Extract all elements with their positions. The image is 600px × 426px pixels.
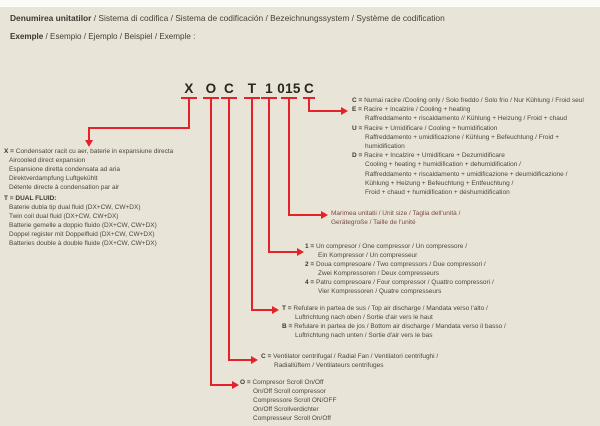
legend-key: C = [352, 97, 363, 104]
legend-key: 4 = [305, 279, 315, 286]
legend-dual-fluid [4, 194, 157, 248]
legend-unit-size [331, 209, 460, 227]
legend-text: Détente directe à condensation par air [9, 184, 120, 191]
legend-key: C = [261, 353, 272, 360]
legend-text: Doua compresoare / Two compressors / Due compressori / [316, 261, 486, 268]
code-char-2: O [205, 81, 217, 96]
page-title-rest: / Sistema di codifica / Sistema de codificación / Bezeichnungssystem / Système de codification [91, 13, 445, 23]
connector-segment [308, 110, 341, 112]
legend-air-discharge [282, 304, 506, 340]
right-arrow-icon [297, 248, 304, 256]
legend-entry [305, 242, 494, 251]
legend-key: X = [4, 148, 14, 155]
example-label-rest: / Esempio / Ejemplo / Beispiel / Exemple : [43, 32, 196, 41]
legend-text: Zwei Kompressoren / Deux compresseurs [318, 270, 440, 277]
legend-text: humidification [365, 143, 405, 151]
code-char-4: T [247, 81, 257, 96]
legend-compressor-count [305, 242, 494, 296]
legend-key: B = [282, 323, 293, 330]
legend-key: U = [352, 124, 363, 132]
legend-text: Radiallüftern / Ventilateurs centrifuges [274, 362, 384, 369]
connector-segment [88, 127, 190, 129]
legend-text: Numai racire /Cooling only / Solo freddo / Solo frio / Nur Kühlung / Froid seul [364, 97, 584, 104]
connector-segment [228, 97, 230, 361]
legend-text: DUAL FLUID: [15, 195, 57, 202]
connector-segment [288, 97, 290, 216]
right-arrow-icon [321, 211, 328, 219]
legend-text: Aircooled direct expansion [9, 157, 86, 164]
legend-entry [240, 378, 336, 387]
legend-condensing [4, 147, 173, 192]
legend-entry [4, 147, 173, 156]
legend-entry [282, 304, 506, 313]
legend-text: Gerätegroße / Taille de l'unité [331, 219, 416, 226]
legend-entry [261, 352, 438, 361]
legend-text: Raffreddamento + riscaldamento // Kühlung + Heizung / Froid + chaud [365, 115, 568, 123]
legend-key: O = [240, 379, 251, 386]
page-title-bold: Denumirea unitatilor [10, 13, 92, 23]
legend-text: Espansione diretta condensata ad aria [9, 166, 120, 173]
legend-text: On/Off Scrollverdichter [253, 406, 319, 413]
legend-text: Ein Kompressor / Un compresseur [318, 252, 418, 259]
legend-text: Twin coil dual fluid (DX+CW, CW+DX) [9, 213, 119, 220]
down-arrow-icon [85, 140, 93, 147]
legend-text: Luftrichtung nach unten / Sortie d'air vers le bas [295, 332, 433, 339]
legend-entry [282, 322, 506, 331]
legend-text: Direktverdampfung Luftgekühlt [9, 175, 98, 182]
example-label-bold: Exemple [10, 32, 44, 41]
legend-cooling-mode [352, 96, 584, 197]
connector-segment [268, 251, 297, 253]
code-char-6: 015 [277, 81, 301, 96]
page-top-edge [0, 0, 600, 7]
right-arrow-icon [341, 107, 348, 115]
legend-entry [352, 124, 584, 133]
connector-segment [210, 384, 232, 386]
legend-key: T = [4, 195, 14, 202]
legend-entry [305, 278, 494, 287]
legend-text: Raffreddamento + umidificazione / Kühlung + Befeuchtung / Froid + [365, 133, 560, 141]
legend-text: Ventilator centrifugal / Radial Fan / Ventilatori centrifughi / [273, 353, 439, 360]
connector-segment [251, 97, 253, 311]
code-char-7: C [303, 81, 315, 96]
legend-entry [305, 260, 494, 269]
legend-text: Racire + Umidificare / Cooling + humidification [364, 124, 498, 132]
code-char-3: C [223, 81, 235, 96]
connector-segment [188, 97, 190, 129]
legend-compressor-type [240, 378, 336, 423]
legend-key: 1 = [305, 243, 315, 250]
legend-text: Doppel register mit Doppelfluid (DX+CW, CW+DX) [9, 231, 155, 238]
legend-text: Batteries double à double fluide (DX+CW, CW+DX) [9, 240, 157, 247]
legend-key: T = [282, 305, 292, 312]
legend-text: Cooling + heating + humidification + dehumidification / [365, 161, 521, 169]
legend-text: Condensator racit cu aer, baterie in expansiune directa [15, 148, 174, 155]
legend-entry [352, 151, 584, 160]
example-label [10, 32, 195, 41]
connector-segment [210, 97, 212, 386]
legend-text: Un compresor / One compressor / Un compressore / [316, 243, 468, 250]
legend-entry [352, 96, 584, 105]
legend-text: Racire + Incalzire + Umidificare + Dezumidificare [364, 152, 505, 160]
connector-segment [268, 97, 270, 253]
connector-segment [251, 309, 272, 311]
legend-text: Compresor Scroll On/Off [252, 379, 324, 386]
legend-text: On/Off Scroll compressor [253, 388, 326, 395]
legend-text: Compresseur Scroll On/Off [253, 415, 331, 422]
legend-text: Vier Kompressoren / Quatre compresseurs [318, 288, 442, 295]
connector-segment [228, 359, 251, 361]
legend-text: Raffreddamento + riscaldamento + umidificazione + deumidificazione / [365, 170, 568, 178]
code-char-5: 1 [265, 81, 273, 96]
connector-segment [88, 127, 90, 140]
right-arrow-icon [272, 306, 279, 314]
legend-text: Froid + chaud + humidification + déshumidification [365, 189, 510, 197]
legend-text: Racire + Incalzire / Cooling + heating [363, 106, 471, 114]
page-title [10, 13, 445, 23]
legend-text: Kühlung + Heizung + Befeuchtung + Entfeuchtung / [365, 179, 514, 187]
legend-text: Baterie dubla tip dual fluid (DX+CW, CW+DX) [9, 204, 141, 211]
right-arrow-icon [251, 356, 258, 364]
legend-key: E = [352, 106, 362, 114]
legend-text: Refulare in partea de sus / Top air discharge / Mandata verso l'alto / [293, 305, 488, 312]
legend-key: D = [352, 152, 363, 160]
right-arrow-icon [232, 381, 239, 389]
legend-text: Batterie gemelle a doppio fluido (DX+CW, CW+DX) [9, 222, 157, 229]
connector-segment [288, 214, 321, 216]
legend-text: Luftrichtung nach oben / Sortie d'air vers le haut [295, 314, 433, 321]
legend-text: Patru compresoare / Four compressor / Quattro compressori / [316, 279, 494, 286]
legend-entry [4, 194, 157, 203]
legend-text: Refulare in partea de jos / Bottom air discharge / Mandata verso il basso / [294, 323, 506, 330]
legend-text: Compressore Scroll ON/OFF [253, 397, 337, 404]
code-char-1: X [184, 81, 194, 96]
legend-text: Marimea unitatii / Unit size / Taglia dell'unità / [331, 210, 461, 217]
legend-fan-type [261, 352, 438, 370]
legend-entry [352, 105, 584, 114]
legend-key: 2 = [305, 261, 315, 268]
